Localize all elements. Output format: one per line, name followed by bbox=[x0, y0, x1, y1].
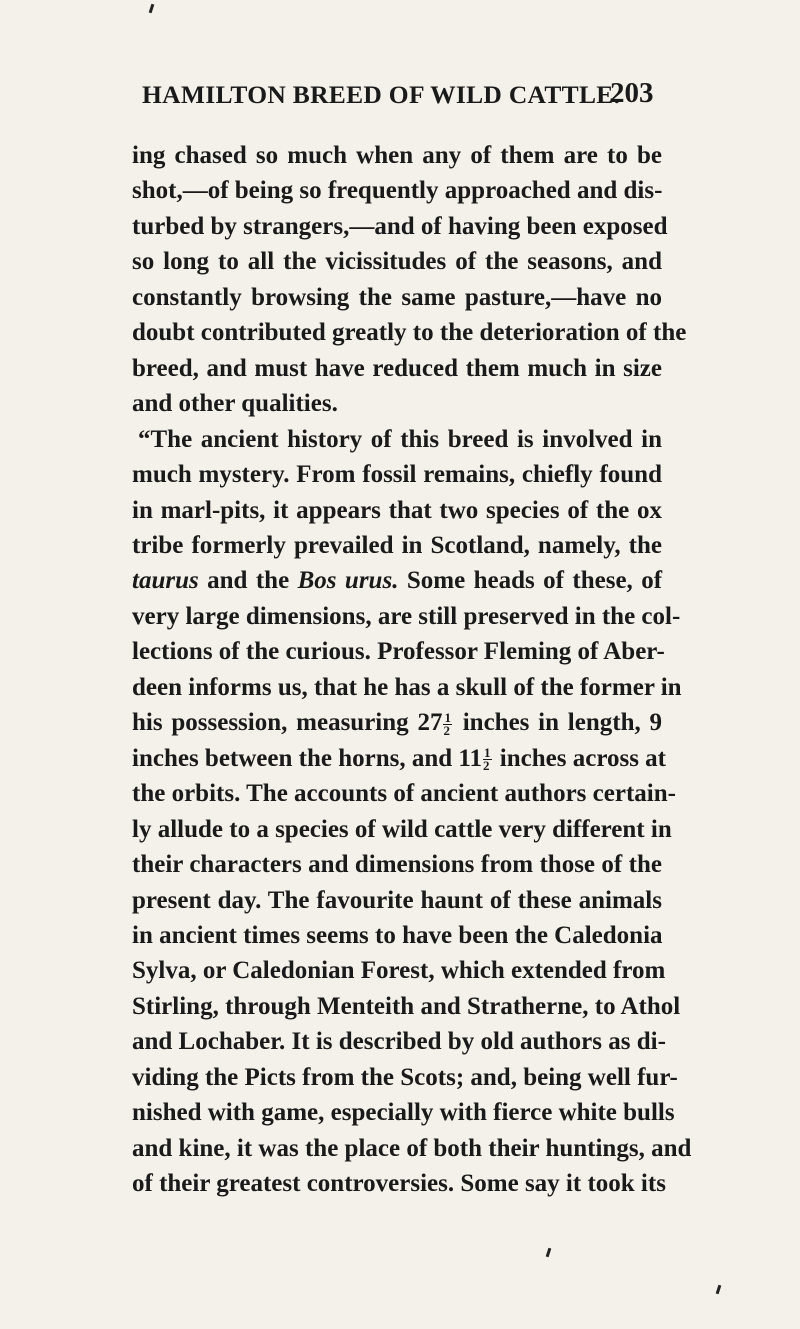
measurement bbox=[458, 745, 493, 772]
text-line: in marl-pits, it appears that two species of the ox bbox=[132, 496, 662, 524]
text-line: of their greatest controversies. Some say it took its bbox=[132, 1170, 666, 1198]
text-fragment: Some heads of these, of bbox=[406, 567, 663, 595]
fraction-half bbox=[443, 709, 452, 738]
text-line: “The ancient history of this breed is involved in bbox=[138, 425, 662, 453]
text-line bbox=[132, 741, 666, 776]
page-number: 203 bbox=[610, 77, 654, 109]
text-fragment: inches between the horns, and bbox=[132, 744, 453, 772]
text-line: so long to all the vicissitudes of the seasons, and bbox=[132, 248, 662, 276]
text-line: turbed by strangers,—and of having been exposed bbox=[132, 212, 668, 240]
text-line: and other qualities. bbox=[132, 390, 338, 418]
text-line: and kine, it was the place of both their huntings, and bbox=[132, 1134, 692, 1162]
text-line: lections of the curious. Professor Fleming of Aber- bbox=[132, 638, 665, 666]
text-line: tribe formerly prevailed in Scotland, namely, the bbox=[132, 531, 662, 559]
ink-speck bbox=[546, 1248, 552, 1257]
text-line: Stirling, through Menteith and Stratherne, to Athol bbox=[132, 992, 681, 1020]
body-text bbox=[132, 138, 692, 1202]
text-line: ing chased so much when any of them are to be bbox=[132, 142, 662, 169]
text-line: breed, and must have reduced them much in size bbox=[132, 354, 662, 382]
text-fragment: inches in length, 9 bbox=[462, 709, 662, 737]
measurement-whole: 27 bbox=[417, 709, 443, 737]
text-fragment: his possession, measuring bbox=[132, 709, 409, 737]
measurement bbox=[417, 709, 454, 736]
fraction-denominator: 2 bbox=[483, 758, 490, 774]
fraction-denominator: 2 bbox=[443, 722, 450, 738]
running-head: HAMILTON BREED OF WILD CATTLE. bbox=[142, 80, 621, 109]
text-line: very large dimensions, are still preserved in the col- bbox=[132, 602, 681, 630]
text-line: and Lochaber. It is described by old authors as di- bbox=[132, 1028, 666, 1056]
text-line: ly allude to a species of wild cattle very different in bbox=[132, 815, 672, 843]
fraction-numerator: 1 bbox=[444, 709, 451, 725]
text-line: in ancient times seems to have been the Caledonia bbox=[132, 921, 663, 949]
text-fragment: and the bbox=[207, 567, 290, 595]
text-line: doubt contributed greatly to the deterioration of the bbox=[132, 319, 687, 347]
text-line: the orbits. The accounts of ancient authors certain- bbox=[132, 780, 676, 808]
text-line: nished with game, especially with fierce white bulls bbox=[132, 1099, 675, 1127]
italic-term: taurus bbox=[132, 567, 199, 595]
ink-speck bbox=[716, 1285, 722, 1294]
fraction-numerator: 1 bbox=[484, 745, 491, 761]
text-line bbox=[132, 705, 662, 740]
italic-term: Bos urus. bbox=[297, 567, 399, 595]
text-fragment: inches across at bbox=[499, 744, 666, 772]
text-line bbox=[132, 563, 662, 598]
text-line: shot,—of being so frequently approached and dis- bbox=[132, 177, 663, 205]
ink-speck bbox=[149, 4, 155, 13]
measurement-whole: 11 bbox=[458, 744, 483, 772]
text-line: Sylva, or Caledonian Forest, which extended from bbox=[132, 957, 666, 985]
fraction-half bbox=[483, 747, 492, 772]
text-line: their characters and dimensions from those of the bbox=[132, 851, 662, 879]
text-line: much mystery. From fossil remains, chiefly found bbox=[132, 461, 662, 489]
text-line: constantly browsing the same pasture,—have no bbox=[132, 283, 662, 311]
text-line: present day. The favourite haunt of these animals bbox=[132, 886, 662, 914]
text-line: viding the Picts from the Scots; and, being well fur- bbox=[132, 1063, 678, 1091]
text-line: deen informs us, that he has a skull of the former in bbox=[132, 673, 682, 701]
